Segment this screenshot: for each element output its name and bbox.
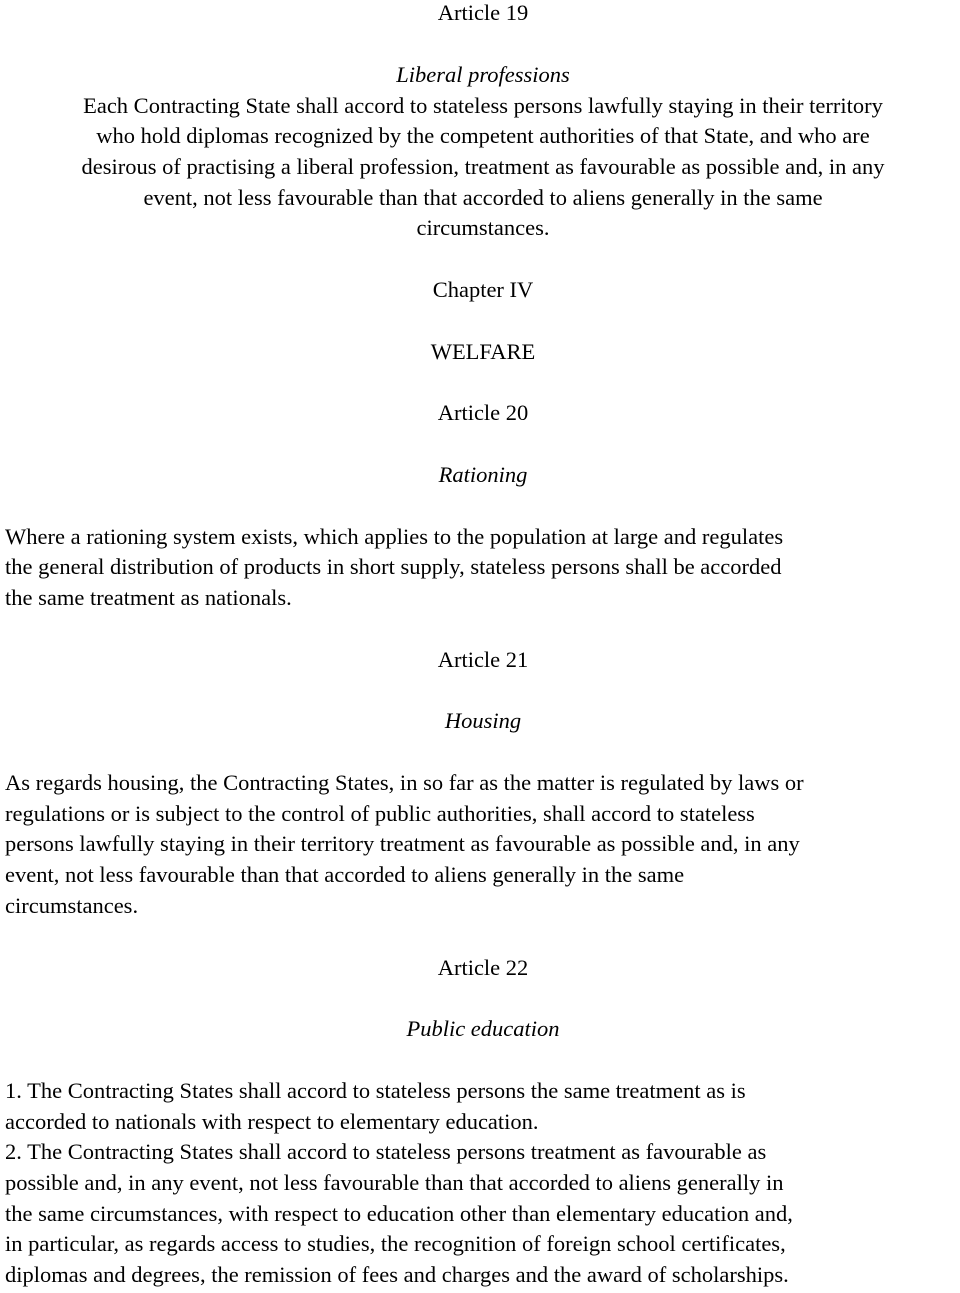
- article-22-body-line: diplomas and degrees, the remission of fees and charges and the award of scholarships.: [5, 1262, 789, 1287]
- article-22-body-line: in particular, as regards access to studies, the recognition of foreign school certificates,: [5, 1231, 786, 1256]
- article-20-body-line: the general distribution of products in short supply, stateless persons shall be accorded: [5, 554, 782, 579]
- article-22-body-line: 2. The Contracting States shall accord to stateless persons treatment as favourable as: [5, 1139, 767, 1164]
- article-20-body-line: the same treatment as nationals.: [5, 585, 292, 610]
- article-22-body-line: accorded to nationals with respect to elementary education.: [5, 1109, 539, 1134]
- chapter-heading: Chapter IV: [432, 277, 534, 302]
- article-19-body-line: desirous of practising a liberal profession, treatment as favourable as possible and, in any: [81, 154, 885, 179]
- chapter-title: WELFARE: [430, 339, 536, 364]
- article-22-heading: Article 22: [437, 955, 529, 980]
- article-21-heading: Article 21: [437, 647, 529, 672]
- article-19-body-line: Each Contracting State shall accord to stateless persons lawfully staying in their territory: [83, 93, 883, 118]
- article-22-body-line: possible and, in any event, not less favourable than that accorded to aliens generally in: [5, 1170, 784, 1195]
- article-21-body-line: event, not less favourable than that accorded to aliens generally in the same: [5, 862, 685, 887]
- article-21-title: Housing: [444, 708, 522, 733]
- article-22-body-line: 1. The Contracting States shall accord to stateless persons the same treatment as is: [5, 1078, 746, 1103]
- article-19-title: Liberal professions: [396, 62, 570, 87]
- article-22-title: Public education: [406, 1016, 560, 1041]
- article-22-body-line: the same circumstances, with respect to education other than elementary education and,: [5, 1201, 793, 1226]
- article-19-body-line: event, not less favourable than that accorded to aliens generally in the same: [143, 185, 823, 210]
- article-19-heading: Article 19: [437, 0, 529, 25]
- article-21-body-line: regulations or is subject to the control of public authorities, shall accord to stateless: [5, 801, 755, 826]
- article-20-title: Rationing: [438, 462, 528, 487]
- article-21-body-line: persons lawfully staying in their territory treatment as favourable as possible and, in any: [5, 831, 800, 856]
- article-21-body-line: As regards housing, the Contracting States, in so far as the matter is regulated by laws or: [5, 770, 804, 795]
- article-19-body-line: circumstances.: [416, 215, 550, 240]
- article-21-body-line: circumstances.: [5, 893, 139, 918]
- article-19-body-line: who hold diplomas recognized by the competent authorities of that State, and who are: [96, 123, 870, 148]
- article-20-heading: Article 20: [437, 400, 529, 425]
- article-20-body-line: Where a rationing system exists, which applies to the population at large and regulates: [5, 524, 784, 549]
